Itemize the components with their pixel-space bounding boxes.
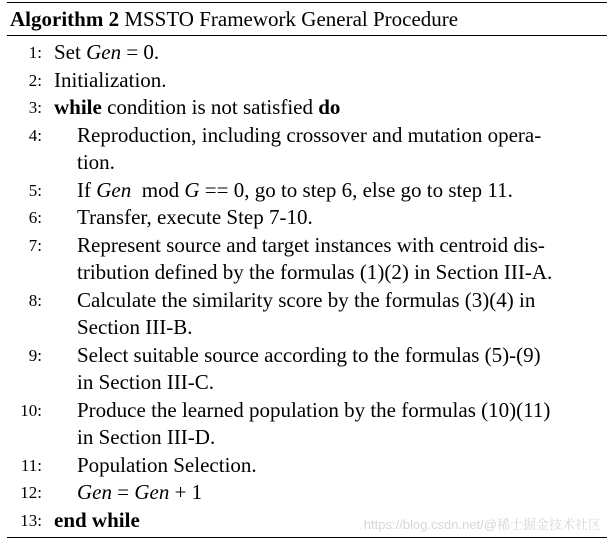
bottom-rule	[7, 537, 607, 538]
step-text: condition is not satisfied	[107, 95, 313, 119]
step-line-continuation: Section III-B.	[77, 315, 193, 339]
step-line	[7, 204, 607, 232]
watermark: https://blog.csdn.net/@稀土掘金技术社区	[363, 517, 601, 532]
algorithm-block	[7, 0, 607, 538]
step-line-continuation: tion.	[77, 150, 115, 174]
step-line: 8: Calculate the similarity score by the formulas (3)(4) in	[7, 287, 607, 315]
step-line	[7, 452, 607, 480]
step-number: 4:	[28, 125, 42, 145]
step-number: 12:	[20, 483, 42, 502]
step-line: 10: Produce the learned population by the formulas (10)(11)	[7, 397, 607, 425]
step-line: 4: Reproduction, including crossover and mutation opera-	[7, 122, 607, 150]
step-number: 7:	[28, 235, 42, 255]
step-text: Population Selection.	[77, 452, 257, 477]
step-number: 10:	[20, 400, 42, 420]
algorithm-title: MSSTO Framework General Procedure	[124, 7, 459, 31]
step-number: 13:	[20, 510, 42, 530]
end-while-keyword: end while	[54, 507, 140, 532]
step-number: 1:	[28, 43, 42, 62]
step-number: 6:	[28, 208, 42, 227]
step-number: 11:	[20, 455, 42, 475]
step-line	[7, 67, 607, 95]
step-number: 5:	[28, 180, 42, 200]
step-number: 3:	[28, 98, 42, 117]
step-line: 5: If Gen mod G == 0, go to step 6, else go to step 11.	[7, 177, 607, 205]
step-line: 1: Set Gen = 0.	[7, 39, 607, 67]
step-line: 9: Select suitable source according to the formulas (5)-(9)	[7, 342, 607, 370]
step-text: Transfer, execute Step 7-10.	[77, 205, 313, 229]
step-number: 8:	[28, 290, 42, 310]
algorithm-steps	[7, 36, 607, 537]
step-number: 2:	[28, 70, 42, 90]
algorithm-header	[7, 3, 607, 35]
step-text: Initialization.	[54, 67, 167, 92]
step-line-continuation: tribution defined by the formulas (1)(2) in Section III-A.	[77, 260, 553, 284]
step-number: 9:	[28, 345, 42, 365]
while-keyword: while	[54, 95, 102, 119]
step-line: 7: Represent source and target instances with centroid dis-	[7, 232, 607, 260]
algorithm-label: Algorithm 2	[10, 7, 120, 31]
step-line: 12: Gen = Gen + 1	[7, 479, 607, 507]
step-line-continuation: in Section III-C.	[77, 370, 215, 394]
step-line	[7, 94, 607, 122]
do-keyword: do	[318, 95, 341, 119]
step-line-continuation: in Section III-D.	[77, 425, 216, 449]
